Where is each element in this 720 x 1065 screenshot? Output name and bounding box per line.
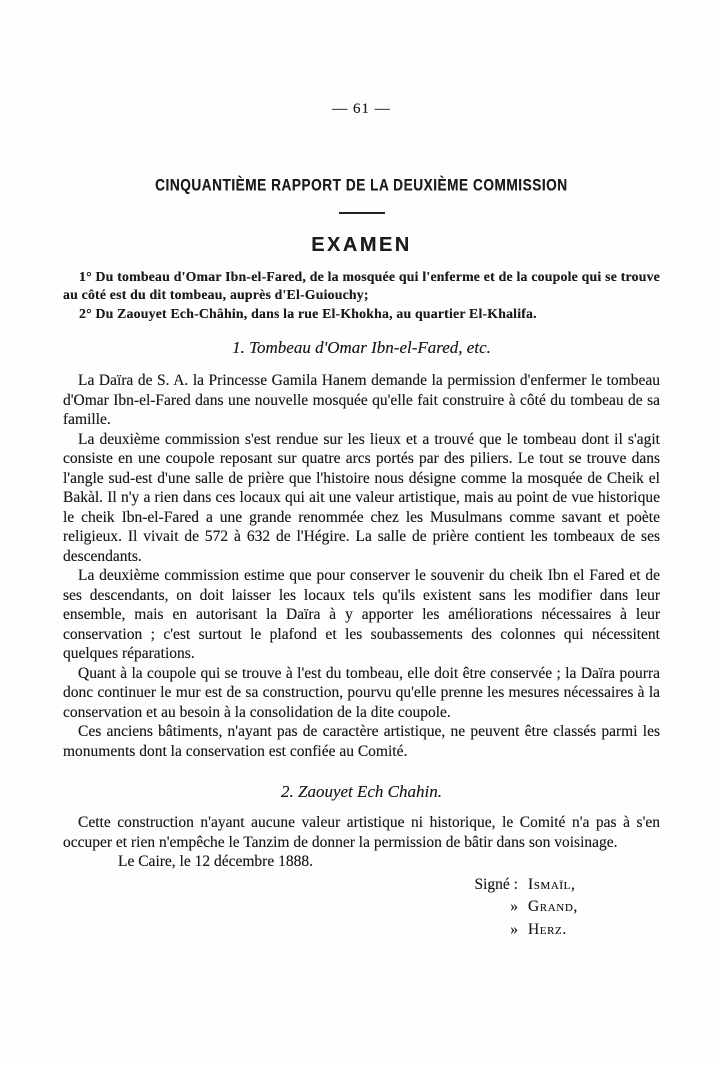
ditto-mark: » [510,898,518,915]
signature-row [468,874,660,897]
signature-name-grand: Grand, [528,898,578,915]
signature-name-herz: Herz. [528,920,567,938]
subject-item-1: 1° Du tombeau d'Omar Ibn-el-Fared, de la mosquée qui l'enferme et de la coupole qui se trouve au côté est du dit tombeau, auprès d'El-Guiouchy; [63,268,660,302]
section-2-heading: 2. Zaouyet Ech Chahin. [280,782,442,801]
section-2-body [63,813,660,852]
section-1-body [63,371,660,761]
report-title [63,176,660,196]
signature-name-ismail: Ismaïl, [528,875,576,893]
subject-list [63,268,660,324]
signature-row [468,896,660,919]
paragraph-commission-visit: La deuxième commission s'est rendue sur les lieux et a trouvé que le tombeau dont il s'agit consiste en une coupole reposant sur quatre arcs portés par des piliers. Le tout se trouve dans l'angle sud-est d'une salle de prière que l'histoire nous désigne comme la mosquée de Cheik el Bakàl. Il n'y a rien dans ces locaux qui ait une valeur artistique, mais au point de vue historique le cheik Ibn-el-Fared a une grande renommée chez les Musulmans comme savant et poète religieux. Il vivait de 572 à 632 de l'Hégire. La salle de prière contient les tombeaux de ses descendants. [63,430,660,565]
paragraph-zaouyet: Cette construction n'ayant aucune valeur artistique ni historique, le Comité n'a pas à s'en occuper et rien n'empêche le Tanzim de donner la permission de bâtir dans son voisinage. [63,814,660,851]
section-1-heading: 1. Tombeau d'Omar Ibn-el-Fared, etc. [232,338,491,357]
paragraph-coupole-conservation: Quant à la coupole qui se trouve à l'est du tombeau, elle doit être conservée ; la Daïra pourra donc continuer le mur est de sa construction, pourvu qu'elle prenne les mesures nécessaires à la conservation et au besoin à la consolidation de la dite coupole. [63,664,660,721]
dateline: Le Caire, le 12 décembre 1888. [118,853,313,870]
paragraph-daira-request: La Daïra de S. A. la Princesse Gamila Hanem demande la permission d'enfermer le tombeau d'Omar Ibn-el-Fared dans une nouvelle mosquée qu'elle fait construire à côté du tombeau de sa famille. [63,372,660,428]
paragraph-commission-opinion: La deuxième commission estime que pour conserver le souvenir du cheik Ibn el Fared et de ses descendants, on doit laisser les locaux tels qu'ils existent sans les modifier dans leur ensemble, mais en autorisant la Daïra à y apporter les améliorations nécessaires à leur conservation ; c'est surtout le plafond et les soubassements des colonnes qui nécessitent quelques réparations. [63,567,660,662]
ditto-mark: » [510,920,518,938]
examen-heading: EXAMEN [311,234,412,256]
signature-label: Signé : [474,875,518,893]
report-title-text: CINQUANTIÈME RAPPORT DE LA DEUXIÈME COMMISSION [155,175,568,195]
signature-block [468,874,660,942]
paragraph-classement: Ces anciens bâtiments, n'ayant pas de caractère artistique, ne peuvent être classés parmi les monuments dont la conservation est confiée au Comité. [63,723,660,760]
subject-item-2: 2° Du Zaouyet Ech-Châhin, dans la rue El-Khokha, au quartier El-Khalifa. [79,305,537,321]
title-rule-divider [339,212,385,214]
page-number: — 61 — [332,101,391,117]
signature-row [468,919,660,942]
